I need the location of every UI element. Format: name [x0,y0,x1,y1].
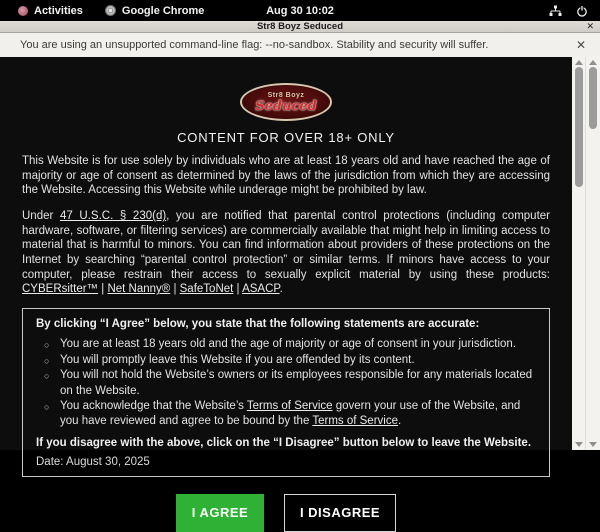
activities-icon [18,6,28,16]
bullet-text: govern your use of the Website, and you have reviewed and agree to be bound by the [60,399,521,428]
scroll-up-icon[interactable] [575,60,583,65]
sandbox-warning-text: You are using an unsupported command-line flag: --no-sandbox. Stability and security will suffer. [20,39,489,51]
age-gate-page [0,57,572,521]
sandbox-warning-infobar [0,33,600,57]
i-agree-button[interactable]: I AGREE [176,494,264,532]
cybersitter-link[interactable]: CYBERsitter™ [22,283,99,296]
list-item [44,353,536,368]
chrome-app-indicator[interactable] [97,5,213,17]
parental-control-text: . [279,283,283,296]
parental-control-text: Under [22,210,60,223]
safetonet-link[interactable]: SafeToNet [179,283,234,296]
terms-of-service-link[interactable]: Terms of Service [246,399,333,412]
activities-label: Activities [34,4,83,17]
age-gate-content [0,83,572,532]
consent-button-row [22,494,550,532]
parental-control-text: , you are notified that parental control protections (including computer hardware, software, or filtering services) are commercially available that might help in limiting access to material that is harmful to minors. You can find information about providers of these protections on the Internet by searching “parental control protection” or similar terms. If minors have access to your computer, please restrain their access to sexually explicit material by using these products: [22,210,550,281]
bullet-text: You acknowledge that the Website’s [60,399,247,412]
list-item [44,399,536,430]
bullet-text: . [397,415,402,428]
scrollbar-thumb[interactable] [589,67,597,129]
link-separator: | [233,283,243,296]
site-logo-script-text: Seduced [255,98,317,114]
scroll-down-icon[interactable] [589,442,597,447]
network-icon [549,5,562,17]
activities-button[interactable] [10,5,91,17]
date-line: Date: August 30, 2025 [36,455,150,468]
infobar-close-icon[interactable]: ✕ [575,38,586,52]
bullet-text: You are at least 18 years old and the age of majority or age of consent in your jurisdiction. [60,338,517,351]
age-statement-paragraph [22,154,550,198]
scroll-down-icon[interactable] [575,442,583,447]
terms-of-service-link[interactable]: Terms of Service [312,415,398,428]
window-title: Str8 Boyz Seduced [256,21,344,32]
page-title: CONTENT FOR OVER 18+ ONLY [177,130,395,145]
clock-label[interactable]: Aug 30 10:02 [266,4,334,17]
site-logo [240,83,332,121]
age-statement-text: This Website is for use solely by individuals who are at least 18 years old and have reached the age of majority or age of consent as determined by the laws of the jurisdiction from which they are accessing the Website. Accessing this Website while underage might be prohibited by law. [22,155,550,197]
power-icon [576,5,588,17]
window-title-bar [0,21,600,33]
disagree-instruction: If you disagree with the above, click on the “I Disagree” button below to leave the Website. [36,436,532,449]
agreement-box [22,308,550,476]
usc-230d-link[interactable]: 47 U.S.C. § 230(d) [59,210,167,223]
scroll-up-icon[interactable] [589,60,597,65]
outer-scrollbar[interactable] [586,57,600,450]
window-close-icon[interactable]: ✕ [586,21,594,31]
system-tray[interactable] [549,5,588,17]
bullet-text: You will not hold the Website’s owners or its employees responsible for any materials located on the Website. [60,369,533,397]
inner-scrollbar[interactable] [572,57,586,450]
list-item [44,337,536,352]
agreement-intro: By clicking “I Agree” below, you state that the following statements are accurate: [36,318,480,331]
top-bar-left [10,5,212,17]
site-logo-top-text: Str8 Boyz [267,91,305,99]
chrome-icon [105,5,116,16]
asacp-link[interactable]: ASACP [242,283,280,296]
link-separator: | [98,283,108,296]
agreement-bullet-list [36,337,536,429]
i-disagree-button[interactable]: I DISAGREE [284,494,396,532]
link-separator: | [170,283,180,296]
parental-control-paragraph [22,209,550,297]
list-item [44,368,536,399]
netnanny-link[interactable]: Net Nanny® [107,283,171,296]
scrollbar-thumb[interactable] [575,67,583,187]
bullet-text: You will promptly leave this Website if you are offended by its content. [60,353,415,366]
system-top-bar [0,0,600,21]
chrome-app-label: Google Chrome [121,4,205,17]
